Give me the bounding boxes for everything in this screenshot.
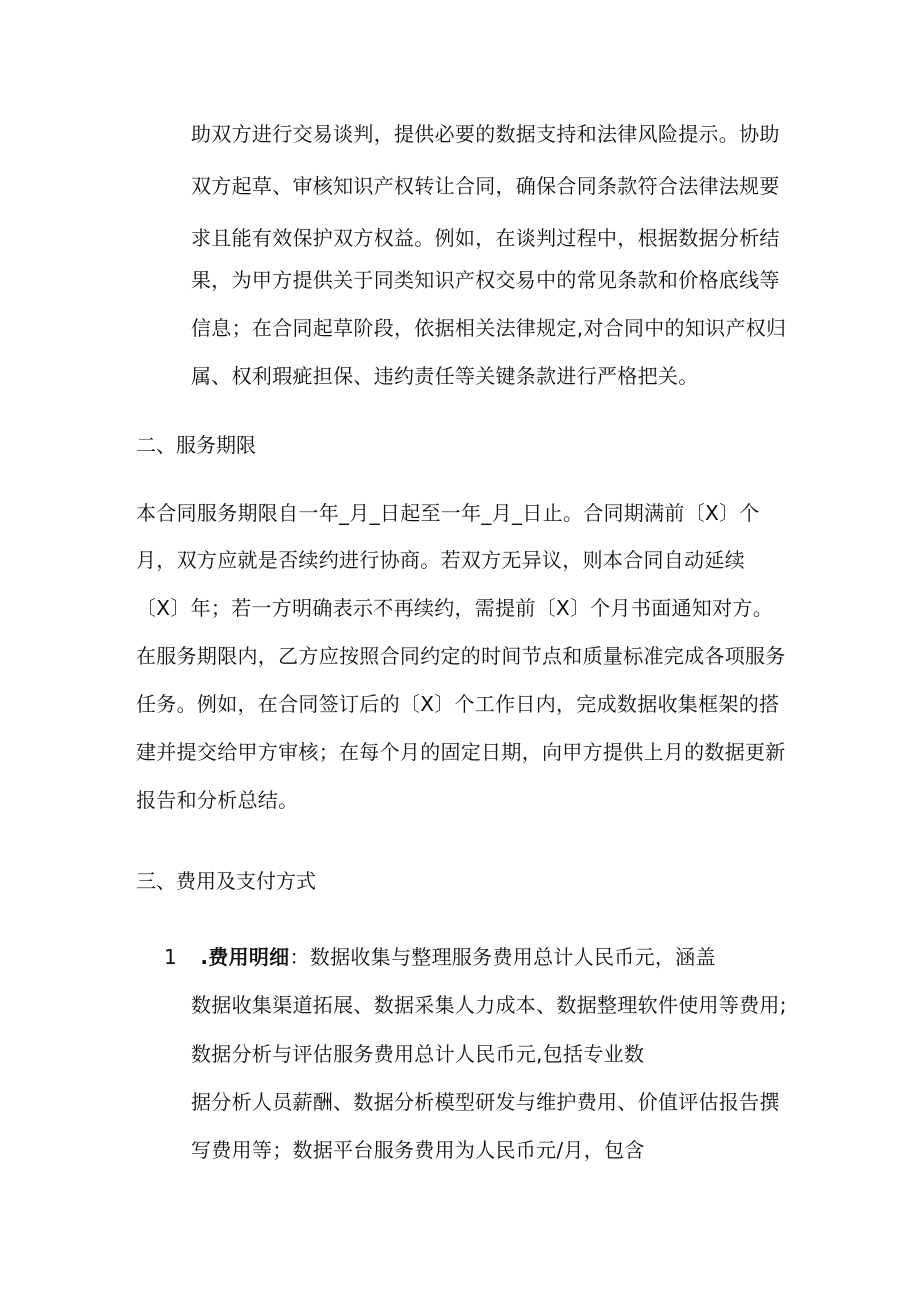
- paragraph-line: 在服务期限内，乙方应按照合同约定的时间节点和质量标准完成各项服务: [136, 644, 786, 668]
- paragraph-line: 建并提交给甲方审核；在每个月的固定日期，向甲方提供上月的数据更新: [136, 740, 786, 764]
- paragraph-line: 任务。例如，在合同签订后的〔X〕个工作日内，完成数据收集框架的搭: [136, 692, 780, 716]
- paragraph-line: 〔X〕年；若一方明确表示不再续约，需提前〔X〕个月书面通知对方。: [136, 596, 774, 620]
- list-number: 1: [164, 945, 178, 969]
- paragraph-line: 月，双方应就是否续约进行协商。若双方无异议，则本合同自动延续: [136, 548, 745, 572]
- paragraph-line: 求且能有效保护双方权益。例如，在谈判过程中，根据数据分析结: [191, 226, 780, 250]
- paragraph-line: 属、权利瑕疵担保、违约责任等关键条款进行严格把关。: [191, 364, 699, 388]
- paragraph-line: 双方起草、审核知识产权转让合同，确保合同条款符合法律法规要: [191, 174, 780, 198]
- paragraph-line: 报告和分析总结。: [136, 788, 299, 812]
- fee-details-text: ：数据收集与整理服务费用总计人民币元，涵盖: [289, 945, 716, 969]
- fee-details-first-line: [164, 943, 716, 971]
- fee-details-label: .费用明细: [200, 945, 290, 969]
- paragraph-line: 信息；在合同起草阶段，依据相关法律规定,对合同中的知识产权归: [191, 316, 787, 340]
- paragraph-line: 数据收集渠道拓展、数据采集人力成本、数据整理软件使用等费用;: [191, 993, 787, 1017]
- section-heading-service-term: 二、服务期限: [136, 433, 256, 457]
- paragraph-line: 写费用等；数据平台服务费用为人民币元/月，包含: [191, 1138, 645, 1162]
- paragraph-line: 据分析人员薪酬、数据分析模型研发与维护费用、价值评估报告撰: [191, 1090, 780, 1114]
- paragraph-line: 数据分析与评估服务费用总计人民币元,包括专业数: [191, 1042, 645, 1066]
- section-heading-fees-payment: 三、费用及支付方式: [136, 869, 316, 893]
- paragraph-line: 助双方进行交易谈判，提供必要的数据支持和法律风险提示。协助: [191, 122, 780, 146]
- paragraph-line: 本合同服务期限自一年_月_日起至一年_月_日止。合同期满前〔X〕个: [136, 501, 760, 525]
- paragraph-line: 果，为甲方提供关于同类知识产权交易中的常见条款和价格底线等: [191, 268, 780, 292]
